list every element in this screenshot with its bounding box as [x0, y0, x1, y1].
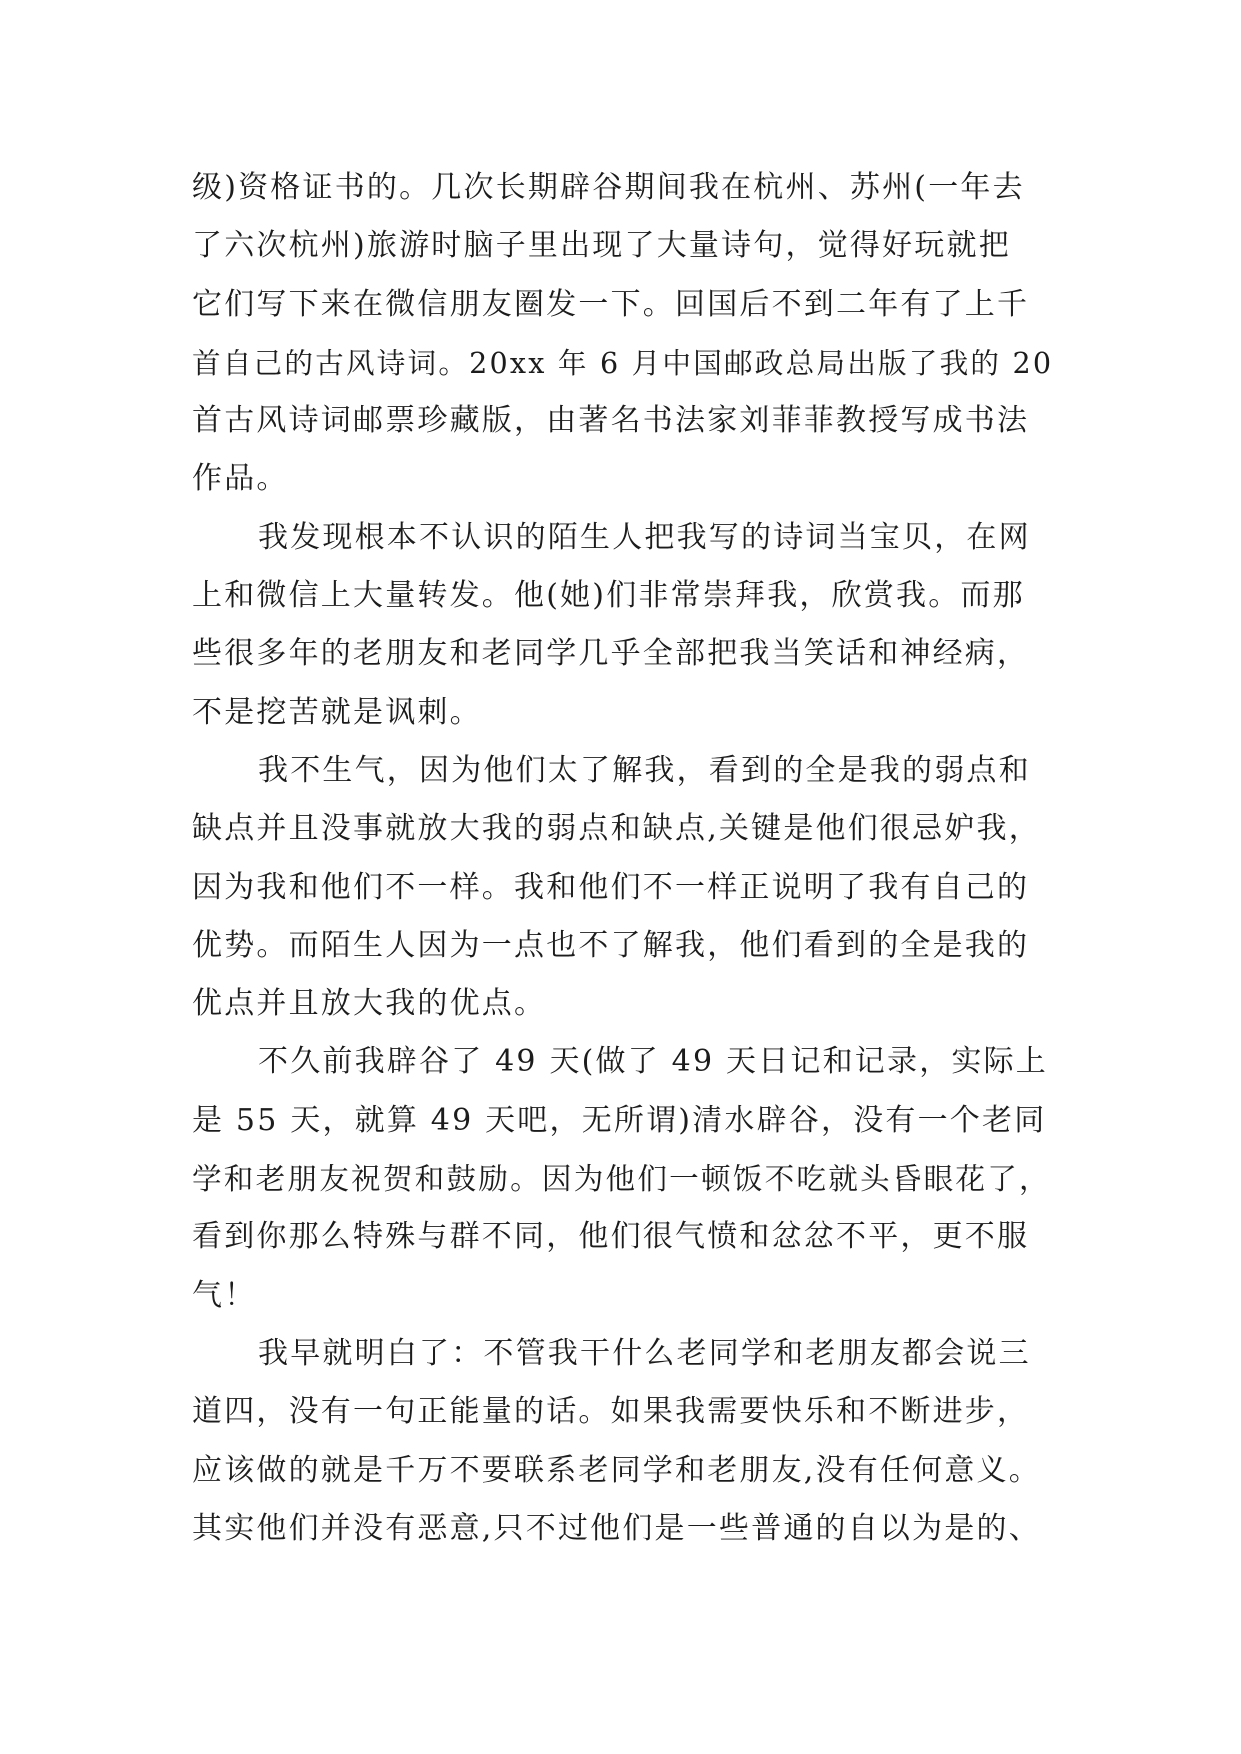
text-line: 应该做的就是千万不要联系老同学和老朋友,没有任何意义。	[192, 1452, 1041, 1488]
text-line: 道四，没有一句正能量的话。如果我需要快乐和不断进步，	[192, 1394, 1030, 1430]
text-line: 优点并且放大我的优点。	[192, 986, 547, 1022]
text-line: 作品。	[192, 461, 289, 497]
paragraph-first-line: 我不生气，因为他们太了解我，看到的全是我的弱点和	[258, 752, 1031, 788]
text-line: 优势。而陌生人因为一点也不了解我，他们看到的全是我的	[192, 927, 1030, 963]
text-line: 其实他们并没有恶意,只不过他们是一些普通的自以为是的、	[192, 1510, 1041, 1546]
text-line: 不是挖苦就是讽刺。	[192, 694, 482, 730]
paragraph-first-line: 不久前我辟谷了 49 天(做了 49 天日记和记录，实际上	[258, 1044, 1048, 1080]
paragraph-first-line: 我早就明白了：不管我干什么老同学和老朋友都会说三	[258, 1335, 1031, 1371]
text-line: 是 55 天，就算 49 天吧，无所谓)清水辟谷，没有一个老同	[192, 1102, 1047, 1138]
text-line: 首古风诗词邮票珍藏版，由著名书法家刘菲菲教授写成书法	[192, 403, 1030, 439]
text-line: 级)资格证书的。几次长期辟谷期间我在杭州、苏州(一年去	[192, 170, 1025, 205]
text-line: 学和老朋友祝贺和鼓励。因为他们一顿饭不吃就头昏眼花了，	[192, 1162, 1051, 1197]
text-line: 看到你那么特殊与群不同，他们很气愤和忿忿不平，更不服	[192, 1219, 1030, 1255]
text-line: 上和微信上大量转发。他(她)们非常崇拜我，欣赏我。而那	[192, 578, 1025, 614]
text-line: 气！	[192, 1277, 257, 1313]
text-line: 些很多年的老朋友和老同学几乎全部把我当笑话和神经病，	[192, 636, 1030, 672]
text-line: 缺点并且没事就放大我的弱点和缺点,关键是他们很忌妒我，	[192, 811, 1041, 847]
document-body	[192, 159, 1052, 1558]
text-line: 因为我和他们不一样。我和他们不一样正说明了我有自己的	[192, 869, 1030, 905]
paragraph-first-line: 我发现根本不认识的陌生人把我写的诗词当宝贝，在网	[258, 519, 1031, 555]
text-line: 它们写下来在微信朋友圈发一下。回国后不到二年有了上千	[192, 286, 1030, 322]
text-line: 首自己的古风诗词。20xx 年 6 月中国邮政总局出版了我的 20	[192, 345, 1054, 380]
text-line: 了六次杭州)旅游时脑子里出现了大量诗句，觉得好玩就把	[192, 228, 1011, 264]
